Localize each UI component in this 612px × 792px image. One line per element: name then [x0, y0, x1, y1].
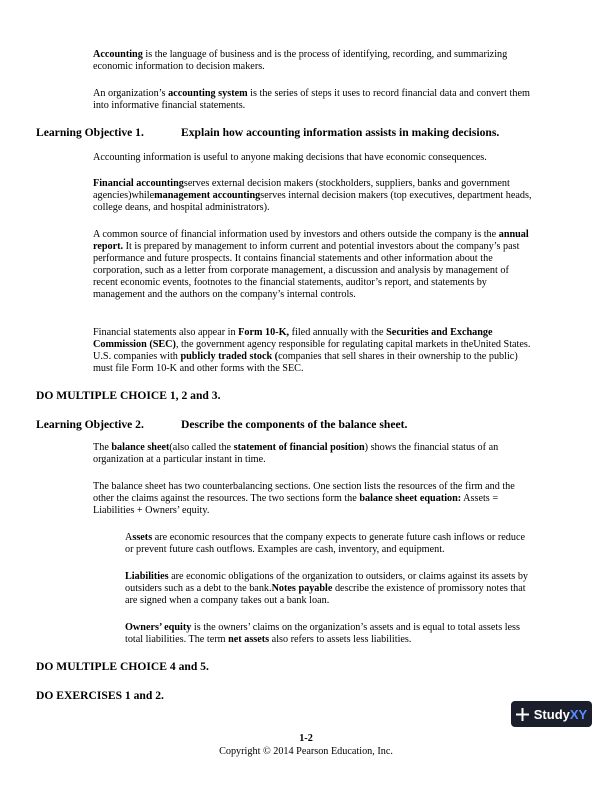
- paragraph-accounting-system: An organization’s accounting system is the series of steps it uses to record financial data and convert them into informative financial statements.: [93, 88, 530, 112]
- learning-objective-label: Learning Objective 1.: [36, 126, 144, 139]
- term-publicly-traded-stock: publicly traded stock (: [180, 351, 279, 363]
- paragraph-financial-accounting: Financial accountingserves external decision makers (stockholders, suppliers, banks and government agencies)whilemanagement accountingserves internal decision makers (top executives, department heads, college deans, and hospital administrators).: [93, 178, 532, 214]
- paragraph-assets: Assets are economic resources that the company expects to generate future cash inflows or reduce or prevent future cash outflows. Examples are cash, inventory, and equipment.: [125, 532, 525, 556]
- exercises-instruction: DO EXERCISES 1 and 2.: [36, 689, 164, 702]
- multiple-choice-1-instruction: DO MULTIPLE CHOICE 1, 2 and 3.: [36, 389, 221, 402]
- term-balance-sheet-equation: balance sheet equation:: [359, 493, 462, 505]
- term-accounting: Accounting: [93, 49, 143, 60]
- studyxy-badge[interactable]: [511, 701, 592, 727]
- term-liabilities: Liabilities: [125, 571, 169, 582]
- term-form-10k: Form 10-K,: [238, 327, 290, 338]
- learning-objective-2-heading: [36, 418, 408, 432]
- copyright-notice: Copyright © 2014 Pearson Education, Inc.: [219, 746, 393, 757]
- term-annual-report: annual report.: [93, 229, 529, 253]
- term-assets: ssets: [132, 532, 153, 543]
- paragraph-annual-report: A common source of financial information used by investors and others outside the company is the annual report. It is prepared by management to inform current and potential investors about the company’s past performance and future prospects. It contains financial statements and other information about the corporation, such as a letter from corporate management, a discussion and analysis by management of recent economic events, footnotes to the financial statements, auditor’s report, and statements by management and the authors on the company’s internal controls.: [93, 229, 529, 301]
- paragraph-liabilities: Liabilities are economic obligations of the organization to outsiders, or claims against its assets by outsiders such as a debt to the bank.Notes payable describe the existence of promissory notes that are signed when a company takes out a bank loan.: [125, 571, 529, 607]
- term-management-accounting: management accounting: [154, 190, 261, 202]
- multiple-choice-2-instruction: DO MULTIPLE CHOICE 4 and 5.: [36, 660, 209, 673]
- term-statement-of-financial-position: statement of financial position: [233, 442, 365, 453]
- paragraph-balance-sheet: The balance sheet(also called the statement of financial position) shows the financial status of an organization at a particular instant in time.: [93, 442, 499, 466]
- term-balance-sheet: balance sheet: [111, 442, 170, 453]
- learning-objective-title: Describe the components of the balance sheet.: [181, 418, 408, 431]
- paragraph-balance-sheet-equation: The balance sheet has two counterbalancing sections. One section lists the resources of the firm and the other the claims against the resources. The two sections form the balance sheet equation: Assets = Liabilities + Owners’ equity.: [93, 481, 515, 517]
- term-sec: Securities and Exchange Commission (SEC): [93, 327, 493, 351]
- plus-icon: [516, 708, 529, 721]
- learning-objective-title: Explain how accounting information assists in making decisions.: [181, 126, 500, 139]
- learning-objective-1-heading: [36, 126, 500, 140]
- paragraph-form-10k: Financial statements also appear in Form 10-K, filed annually with the Securities and Exchange Commission (SEC), the government agency responsible for regulating capital markets in theUnited States. U.S. companies with publicly traded stock (companies that sell shares in their ownership to the public) must file Form 10-K and other forms with the SEC.: [93, 327, 531, 375]
- badge-text-accent: XY: [569, 706, 588, 722]
- page-number: 1-2: [299, 733, 313, 744]
- term-net-assets: net assets: [228, 634, 270, 646]
- badge-text: Study: [533, 706, 570, 722]
- term-owners-equity: Owners’ equity: [125, 622, 192, 633]
- paragraph-accounting-information: Accounting information is useful to anyone making decisions that have economic consequences.: [93, 152, 487, 163]
- term-notes-payable: Notes payable: [271, 583, 333, 595]
- term-accounting-system: accounting system: [168, 88, 248, 99]
- paragraph-accounting-definition: Accounting is the language of business and is the process of identifying, recording, and summarizing economic information to decision makers.: [93, 49, 508, 73]
- term-financial-accounting: Financial accounting: [93, 178, 184, 189]
- paragraph-owners-equity: Owners’ equity is the owners’ claims on the organization’s assets and is equal to total assets less total liabilities. The term net assets also refers to assets less liabilities.: [125, 622, 520, 646]
- learning-objective-label: Learning Objective 2.: [36, 418, 144, 431]
